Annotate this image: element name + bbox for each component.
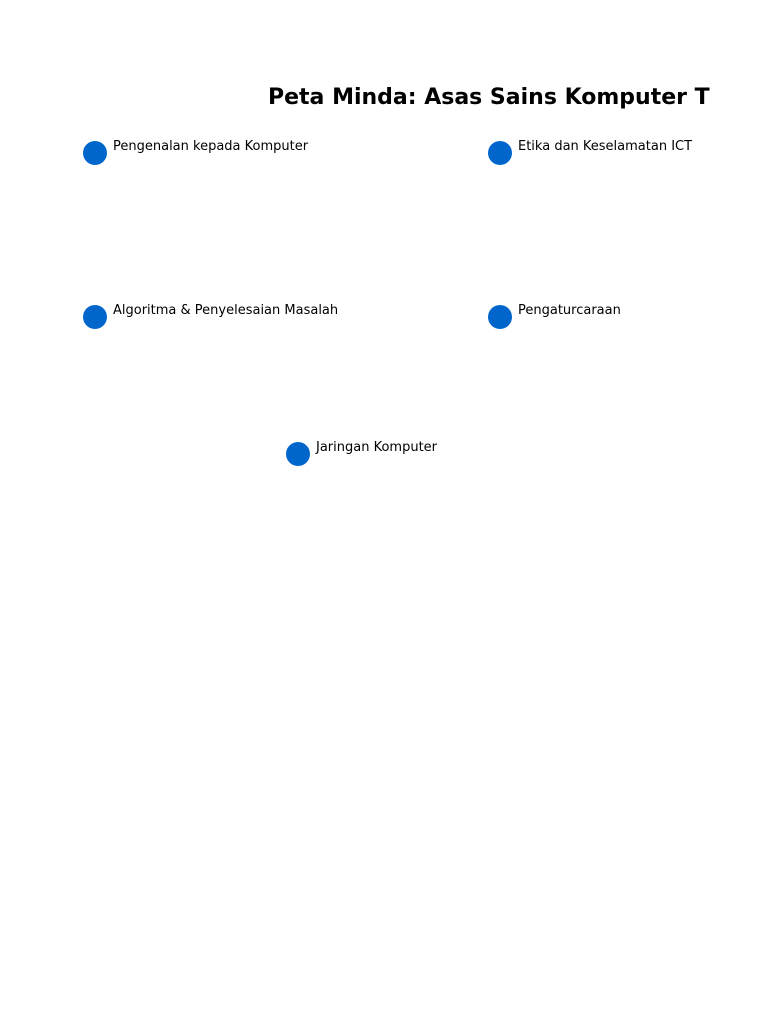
- node-label: Algoritma & Penyelesaian Masalah: [113, 303, 339, 318]
- page-title: Peta Minda: Asas Sains Komputer T: [268, 85, 710, 110]
- node-dot-icon: [83, 141, 107, 165]
- node-label: Jaringan Komputer: [316, 440, 438, 455]
- node-dot-icon: [286, 442, 310, 466]
- mind-map-node-etika-dan-keselamatan-ict: [488, 139, 692, 163]
- node-dot-icon: [83, 305, 107, 329]
- mind-map-node-jaringan-komputer: [286, 440, 437, 464]
- node-dot-icon: [488, 305, 512, 329]
- node-dot-icon: [488, 141, 512, 165]
- node-label: Etika dan Keselamatan ICT: [518, 139, 693, 154]
- node-label: Pengenalan kepada Komputer: [113, 139, 309, 154]
- node-label: Pengaturcaraan: [518, 303, 621, 318]
- mind-map-node-algoritma-penyelesaian-masalah: [83, 303, 338, 327]
- mind-map-node-pengaturcaraan: [488, 303, 621, 327]
- mind-map-node-pengenalan-kepada-komputer: [83, 139, 308, 163]
